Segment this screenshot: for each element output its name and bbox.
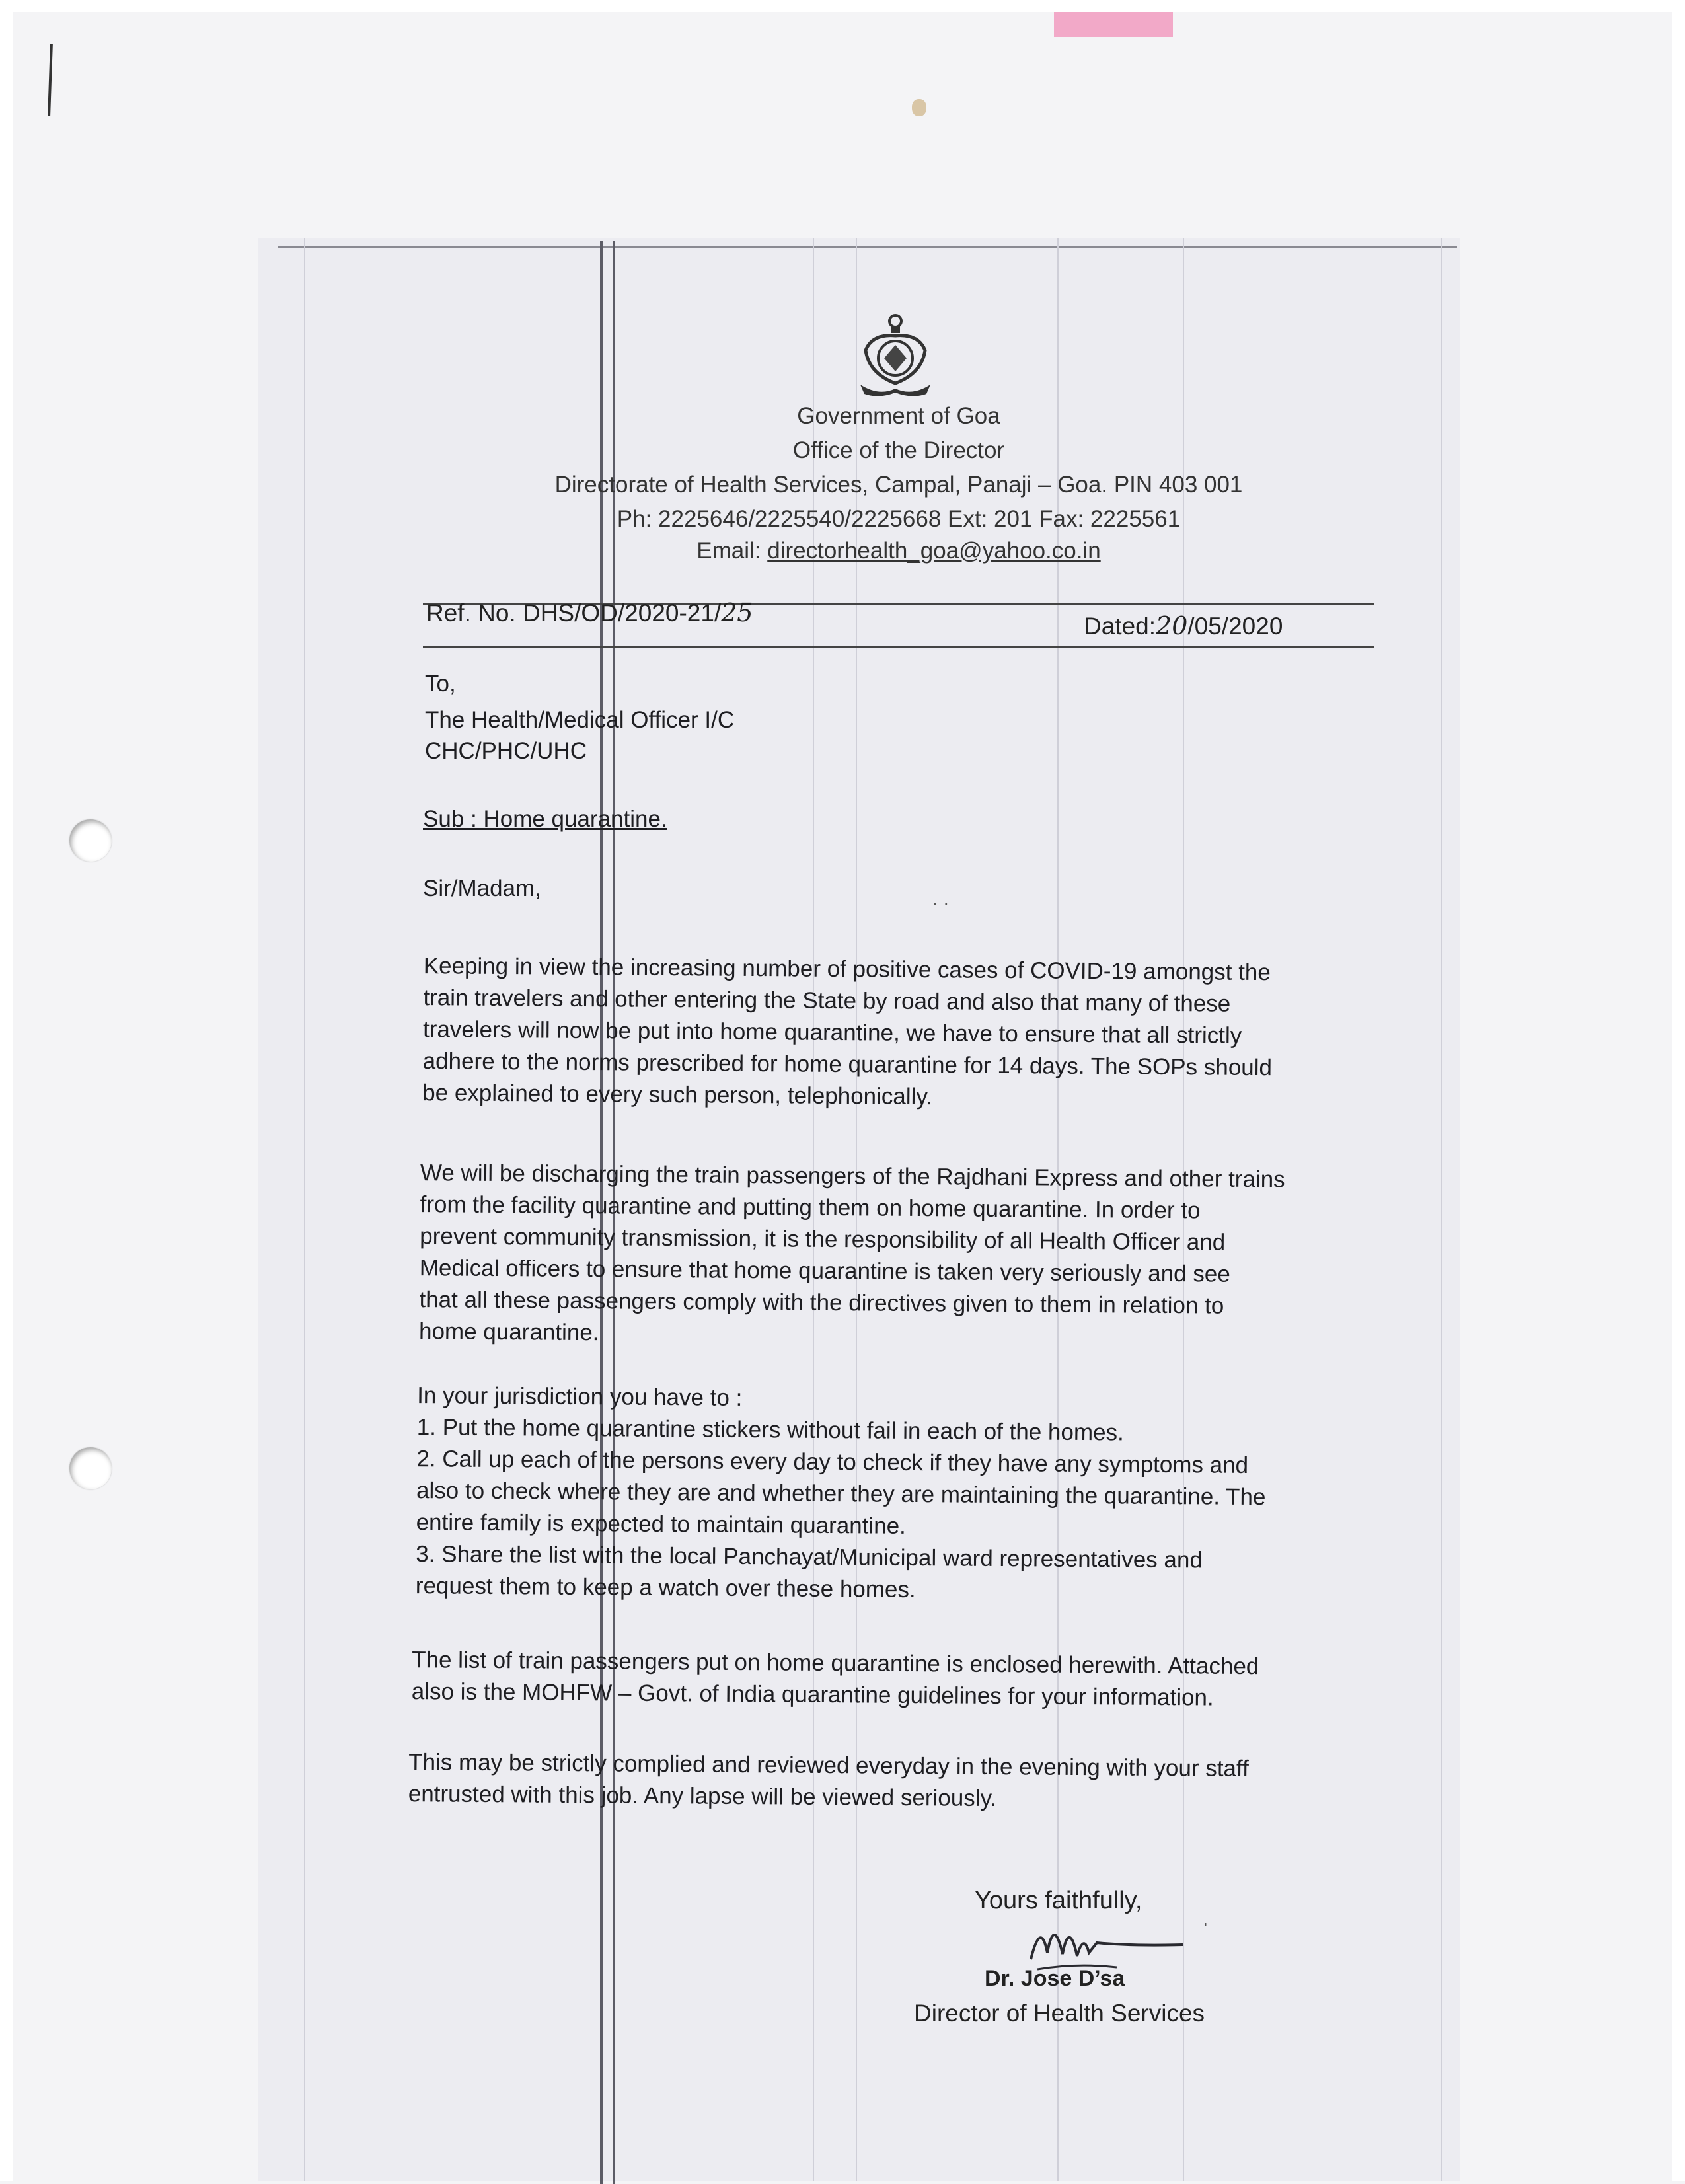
paragraph-3-line: In your jurisdiction you have to : — [417, 1382, 743, 1411]
paragraph-3 — [416, 1380, 1581, 1611]
paragraph-4-line: also is the MOHFW – Govt. of India quarantine guidelines for your information. — [411, 1678, 1214, 1711]
addressee-to: To, — [425, 671, 456, 697]
list-item-2: 2. Call up each of the persons every day to check if they have any symptoms and — [416, 1446, 1249, 1478]
paragraph-2 — [419, 1157, 1583, 1357]
sheet-top-edge — [278, 246, 1457, 248]
paragraph-4 — [412, 1644, 1575, 1717]
paragraph-1 — [422, 950, 1587, 1118]
list-item-2-continued: entire family is expected to maintain quarantine. — [416, 1509, 907, 1539]
scan-border-right — [1672, 0, 1685, 2181]
dated-label: Dated: — [1084, 613, 1156, 640]
scan-border-top — [0, 0, 1685, 12]
scan-border-left — [0, 0, 13, 2181]
letterhead-government: Government of Goa — [797, 403, 1000, 429]
paragraph-2-line: home quarantine. — [418, 1318, 599, 1346]
punch-hole-top — [69, 819, 112, 862]
letterhead-email-line — [56, 538, 1685, 564]
pink-sticky-tab — [1054, 12, 1173, 37]
dated-rest: /05/2020 — [1187, 613, 1283, 640]
paragraph-2-line: that all these passengers comply with the directives given to them in relation to — [419, 1287, 1224, 1319]
signatory-title: Director of Health Services — [914, 2000, 1205, 2027]
paragraph-5-line: This may be strictly complied and reviewed everyday in the evening with your staff — [408, 1749, 1249, 1782]
ref-handwritten: 25 — [721, 598, 753, 627]
email-label: Email: — [696, 538, 768, 564]
paragraph-1-line: travelers will now be put into home quarantine, we have to ensure that all strictly — [422, 1016, 1242, 1049]
paragraph-1-line: train travelers and other entering the State by road and also that many of these — [423, 985, 1231, 1017]
paragraph-4-line: The list of train passengers put on home quarantine is enclosed herewith. Attached — [412, 1647, 1259, 1680]
speck-mark: · · — [932, 892, 950, 913]
ref-label: Ref. No. DHS/OD/2020-21/ — [426, 599, 722, 626]
addressee-line2: CHC/PHC/UHC — [425, 738, 587, 764]
list-item-1: 1. Put the home quarantine stickers without fail in each of the homes. — [416, 1414, 1124, 1446]
reference-number — [426, 598, 753, 627]
salutation: Sir/Madam, — [423, 876, 541, 901]
signatory-name: Dr. Jose D’sa — [985, 1966, 1125, 1991]
list-item-3-continued: request them to keep a watch over these homes. — [415, 1573, 916, 1603]
list-item-3: 3. Share the list with the local Panchayat/Municipal ward representatives and — [416, 1541, 1203, 1573]
paragraph-1-line: be explained to every such person, telephonically. — [422, 1080, 933, 1110]
header-rule-bottom — [423, 646, 1374, 648]
closing-yours-faithfully: Yours faithfully, — [975, 1887, 1142, 1914]
speck-mark: ˈ — [1203, 1920, 1209, 1940]
punch-hole-bottom — [69, 1447, 112, 1489]
letterhead-office: Office of the Director — [792, 437, 1005, 463]
email-link[interactable]: directorhealth_goa@yahoo.co.in — [767, 538, 1101, 564]
dust-spot — [912, 99, 926, 116]
paragraph-2-line: from the facility quarantine and putting them on home quarantine. In order to — [420, 1191, 1201, 1224]
letterhead-phone: Ph: 2225646/2225540/2225668 Ext: 201 Fax: 2225561 — [617, 506, 1181, 532]
list-item-2-continued: also to check where they are and whether they are maintaining the quarantine. The — [416, 1478, 1266, 1511]
paragraph-2-line: prevent community transmission, it is the responsibility of all Health Officer and — [420, 1223, 1226, 1256]
goa-emblem-icon — [852, 311, 938, 400]
letterhead-address: Directorate of Health Services, Campal, Panaji – Goa. PIN 403 001 — [554, 472, 1243, 498]
paragraph-5-line: entrusted with this job. Any lapse will be viewed seriously. — [408, 1781, 997, 1812]
dated-handwritten: 20 — [1156, 611, 1188, 640]
paragraph-5 — [408, 1747, 1572, 1819]
pen-mark — [48, 44, 53, 116]
paragraph-2-line: Medical officers to ensure that home quarantine is taken very seriously and see — [419, 1255, 1230, 1287]
addressee-line1: The Health/Medical Officer I/C — [425, 707, 735, 733]
paragraph-1-line: Keeping in view the increasing number of positive cases of COVID-19 amongst the — [423, 953, 1271, 986]
subject-line: Sub : Home quarantine. — [423, 806, 667, 832]
paragraph-2-line: We will be discharging the train passengers of the Rajdhani Express and other trains — [420, 1160, 1285, 1193]
date-line — [1084, 611, 1283, 640]
paragraph-1-line: adhere to the norms prescribed for home quarantine for 14 days. The SOPs should — [422, 1048, 1273, 1081]
